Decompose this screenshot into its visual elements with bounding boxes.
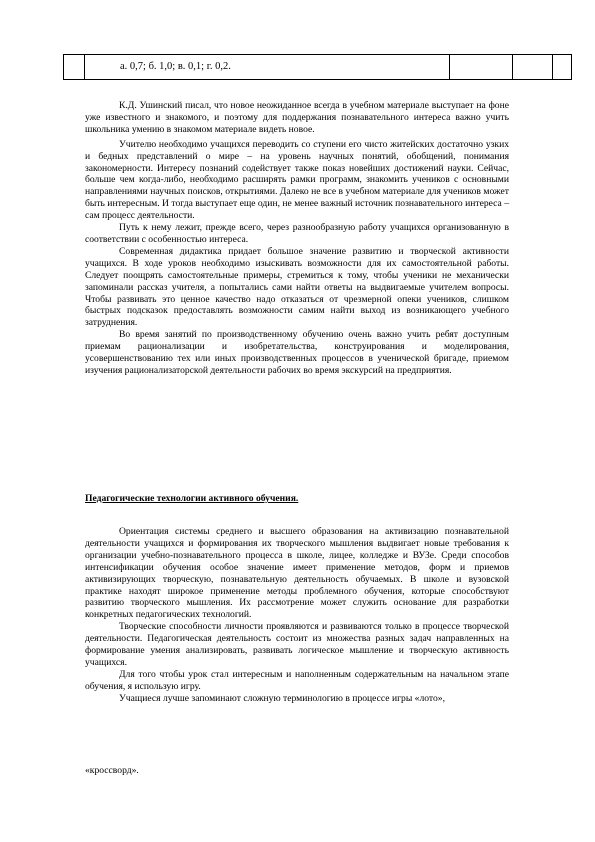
answer-options-cell: а. 0,7; б. 1,0; в. 0,1; г. 0,2. xyxy=(120,61,231,72)
paragraph-orientation: Ориентация системы среднего и высшего образования на активизацию познавательной деятельности учащихся и формирования их творческого мышления выдвигает новые требования к организации учебно-познавательного процесса в школе, лицее, колледже и ВУЗе. Среди способов интенсификации обучения особое значение имеет применение методов, форм и приемов активизирующих творческую, познавательную деятельность обучаемых. В школе и вузовской практике находят широкое применение методы проблемного обучения, которые способствуют развитию творческого мышления. Их рассмотрение может служить основание для разработки конкретных педагогических технологий. xyxy=(85,526,509,621)
paragraph-teacher: Учителю необходимо учащихся переводить со ступени его чисто житейских достаточно узких и бедных представлений о мире – на уровень научных понятий, обобщений, понимания закономерности. Интересу познаний содействует также показ новейших достижений науки. Сейчас, больше чем когда-либо, необходимо расширять рамки программ, знакомить учеников с основными направлениями научных поисков, открытиями. Далеко не все в учебном материале для учеников может быть интересным. И тогда выступает еще один, не менее важный источник познавательного интереса – сам процесс деятельности. xyxy=(85,138,509,222)
section-heading: Педагогические технологии активного обучения. xyxy=(85,493,299,504)
paragraph-path: Путь к нему лежит, прежде всего, через разнообразную работу учащихся организованную в соответствии с особенностью интереса. xyxy=(85,222,509,245)
paragraph-game: Для того чтобы урок стал интересным и наполненным содержательным на начальном этапе обучения, я использую игру. xyxy=(85,668,509,692)
table-divider xyxy=(449,55,450,79)
paragraph-lotto: Учащиеся лучше запоминают сложную терминологию в процессе игры «лото», xyxy=(119,692,445,704)
paragraph-ushinsky: К.Д. Ушинский писал, что новое неожиданное всегда в учебном материале выступает на фоне уже известного и знакомого, и поэтому для поддержания познавательного интереса важно учить школьника умению в знакомом материале видеть новое. xyxy=(85,100,509,135)
table-divider xyxy=(552,55,553,79)
paragraph-didactics: Современная дидактика придает большое значение развитию и творческой активности учащихся. В ходе уроков необходимо изыскивать возможности для их самостоятельной работы. Следует поощрять самостоятельные примеры, стремиться к тому, чтобы ученики не механически запоминали рассказ учителя, а попытались сами найти ответы на выдвигаемые учителем вопросы. Чтобы развивать это ценное качество надо отказаться от чрезмерной опеки учеников, слишком быстрых подсказок предоставлять возможности самим найти выход из возникающего учебного затруднения. xyxy=(85,245,509,329)
paragraph-production: Во время занятий по производственному обучению очень важно учить ребят доступным приемам рационализации и изобретательства, конструирования и моделирования, усовершенствованию тех или иных производственных процессов в ученической бригаде, приемом изучения рационализаторской деятельности рабочих во время экскурсий на предприятия. xyxy=(85,329,509,376)
paragraph-tail: «кроссворд». xyxy=(85,765,139,776)
table-divider xyxy=(512,55,513,79)
answer-table-row xyxy=(63,54,572,80)
table-divider xyxy=(84,55,85,79)
body-text-top xyxy=(85,100,509,377)
body-text-bottom xyxy=(85,526,509,705)
paragraph-creative: Творческие способности личности проявляются и развиваются только в процессе творческой деятельности. Педагогическая деятельность состоит из множества разных задач направленных на формирование умения анализировать, развивать логическое мышление и творческую активность учащихся. xyxy=(85,621,509,668)
